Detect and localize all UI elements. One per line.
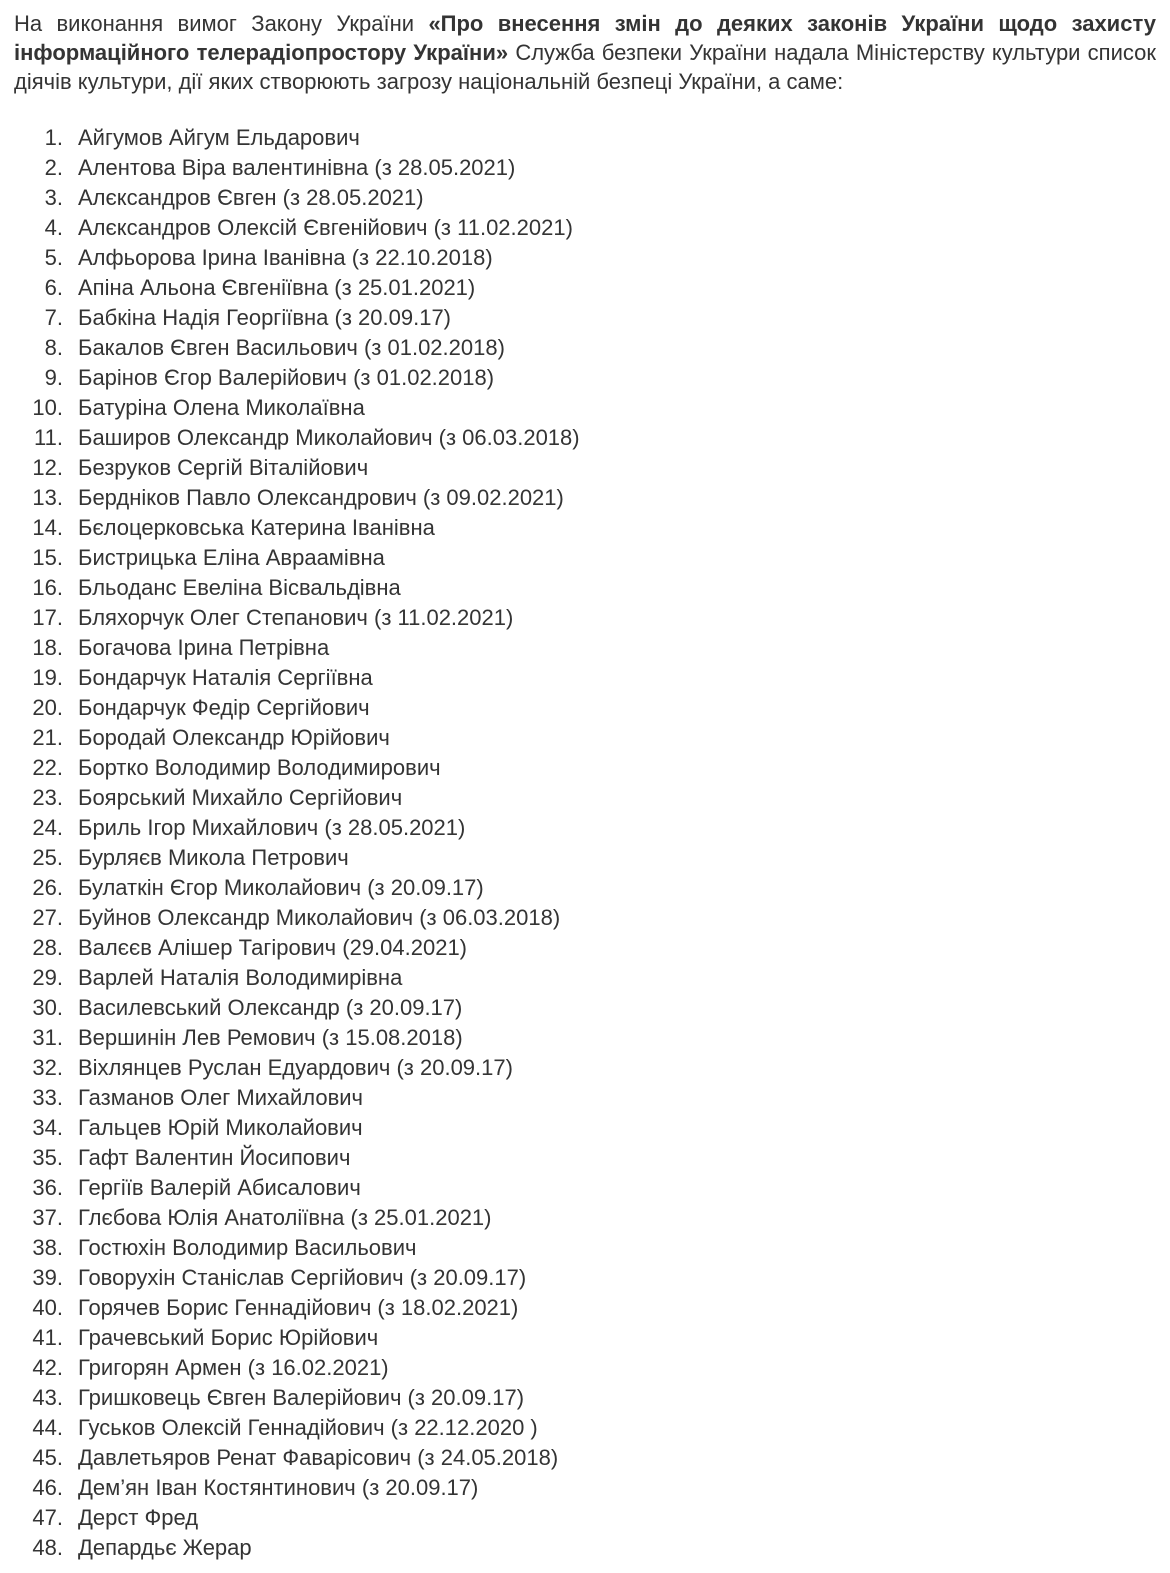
list-item: Гостюхін Володимир Васильович (78, 1235, 417, 1260)
list-item: Бєлоцерковська Катерина Іванівна (78, 515, 435, 540)
list-item: Бльоданс Евеліна Вісвальдівна (78, 575, 401, 600)
list-item: Алфьорова Ірина Іванівна (з 22.10.2018) (78, 245, 493, 270)
list-item: Василевський Олександр (з 20.09.17) (78, 995, 463, 1020)
list-item: Бакалов Євген Васильович (з 01.02.2018) (78, 335, 505, 360)
list-item: Алентова Віра валентинівна (з 28.05.2021) (78, 155, 516, 180)
intro-text-before: На виконання вимог Закону України (14, 11, 429, 36)
list-item: Горячев Борис Геннадійович (з 18.02.2021) (78, 1295, 519, 1320)
list-item: Бородай Олександр Юрійович (78, 725, 390, 750)
intro-paragraph (14, 9, 1156, 96)
list-item: Безруков Сергій Віталійович (78, 455, 369, 480)
list-item: Гуськов Олексій Геннадійович (з 22.12.2020 ) (78, 1415, 538, 1440)
list-item: Варлей Наталія Володимирівна (78, 965, 403, 990)
list-item: Говорухін Станіслав Сергійович (з 20.09.17) (78, 1265, 527, 1290)
list-item: Алєксандров Євген (з 28.05.2021) (78, 185, 424, 210)
list-item: Бортко Володимир Володимирович (78, 755, 441, 780)
list-item: Дерст Фред (78, 1505, 199, 1530)
list-item: Богачова Ірина Петрівна (78, 635, 330, 660)
list-item: Вершинін Лев Ремович (з 15.08.2018) (78, 1025, 463, 1050)
list-item: Айгумов Айгум Ельдарович (78, 125, 360, 150)
list-item: Бистрицька Еліна Авраамівна (78, 545, 385, 570)
list-item: Глєбова Юлія Анатоліївна (з 25.01.2021) (78, 1205, 492, 1230)
list-item: Григорян Армен (з 16.02.2021) (78, 1355, 389, 1380)
list-item: Валєєв Алішер Тагірович (29.04.2021) (78, 935, 468, 960)
list-item: Бондарчук Федір Сергійович (78, 695, 370, 720)
list-item: Грачевський Борис Юрійович (78, 1325, 379, 1350)
list-item: Булаткін Єгор Миколайович (з 20.09.17) (78, 875, 484, 900)
list-item: Гафт Валентин Йосипович (78, 1145, 351, 1170)
list-item: Бердніков Павло Олександрович (з 09.02.2021) (78, 485, 564, 510)
list-item: Апіна Альона Євгеніївна (з 25.01.2021) (78, 275, 476, 300)
intro-text-after: Служба безпеки України надала Міністерству культури список діячів культури, дії яких створюють загрозу національній безпеці України, а саме: (14, 40, 1156, 94)
list-item: Бляхорчук Олег Степанович (з 11.02.2021) (78, 605, 514, 630)
intro-law-title: «Про внесення змін до деяких законів України щодо захисту інформаційного телерадіопростору України» (14, 11, 1156, 65)
list-item: Бурляєв Микола Петрович (78, 845, 349, 870)
list-item: Гальцев Юрій Миколайович (78, 1115, 363, 1140)
list-item: Газманов Олег Михайлович (78, 1085, 364, 1110)
list-item: Давлетьяров Ренат Фаварісович (з 24.05.2018) (78, 1445, 559, 1470)
list-item: Гришковець Євген Валерійович (з 20.09.17) (78, 1385, 525, 1410)
list-item: Буйнов Олександр Миколайович (з 06.03.2018) (78, 905, 561, 930)
list-item: Боярський Михайло Сергійович (78, 785, 403, 810)
list-item: Бабкіна Надія Георгіївна (з 20.09.17) (78, 305, 452, 330)
list-item: Барінов Єгор Валерійович (з 01.02.2018) (78, 365, 495, 390)
list-item: Баширов Олександр Миколайович (з 06.03.2018) (78, 425, 580, 450)
list-item: Алєксандров Олексій Євгенійович (з 11.02.2021) (78, 215, 573, 240)
list-item: Дем’ян Іван Костянтинович (з 20.09.17) (78, 1475, 479, 1500)
list-item: Віхлянцев Руслан Едуардович (з 20.09.17) (78, 1055, 513, 1080)
list-item: Бриль Ігор Михайлович (з 28.05.2021) (78, 815, 466, 840)
sanctions-list (14, 123, 1156, 1563)
list-item: Бондарчук Наталія Сергіївна (78, 665, 373, 690)
list-item: Депардьє Жерар (78, 1535, 252, 1560)
list-item: Гергіїв Валерій Абисалович (78, 1175, 361, 1200)
list-item: Батуріна Олена Миколаївна (78, 395, 365, 420)
